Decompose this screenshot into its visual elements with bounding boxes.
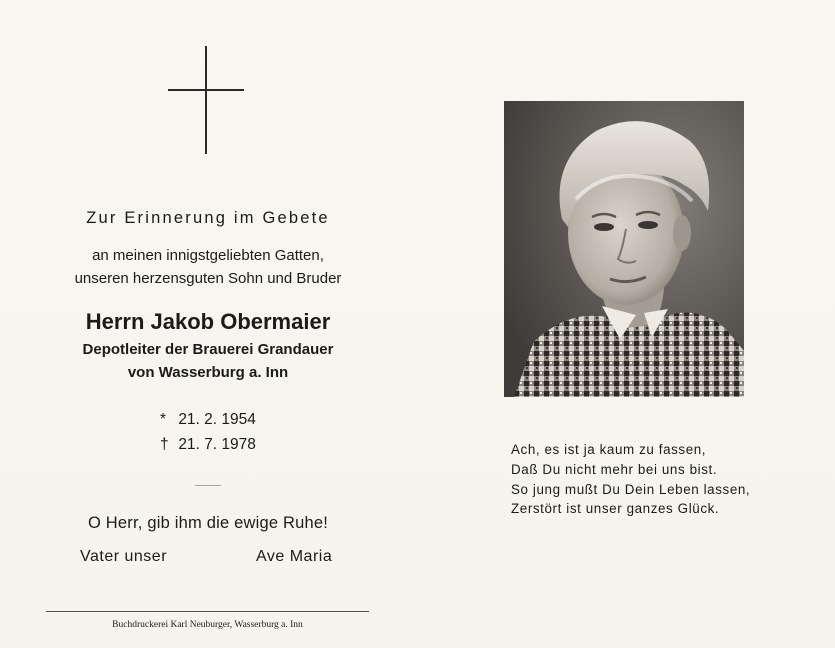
separator-short (195, 485, 221, 486)
poem-line-4: Zerstört ist unser ganzes Glück. (511, 501, 720, 516)
birth-date: 21. 2. 1954 (178, 411, 256, 428)
prayer-vater-unser: Vater unser (80, 548, 168, 565)
dedication-line-2: unseren herzensguten Sohn und Bruder (74, 270, 342, 287)
death-symbol: † (160, 436, 169, 453)
dedication-line-1: an meinen innigstgeliebten Gatten, (92, 247, 324, 264)
deceased-name: Herrn Jakob Obermaier (85, 309, 331, 334)
death-date: 21. 7. 1978 (178, 436, 256, 453)
poem-line-1: Ach, es ist ja kaum zu fassen, (511, 442, 707, 457)
prayer-line: O Herr, gib ihm die ewige Ruhe! (87, 514, 329, 532)
occupation-line-1: Depotleiter der Brauerei Grandauer (82, 341, 334, 358)
printer-imprint: Buchdruckerei Karl Neuburger, Wasserburg a. Inn (112, 620, 303, 630)
cross-horizontal-bar (168, 89, 244, 91)
cross-icon (168, 46, 244, 154)
memorial-heading: Zur Erinnerung im Gebete (86, 209, 330, 227)
occupation-line-2: von Wasserburg a. Inn (127, 364, 289, 381)
portrait-photo (504, 101, 744, 397)
printer-rule (46, 611, 369, 612)
birth-date-row (160, 411, 256, 429)
poem-line-2: Daß Du nicht mehr bei uns bist. (511, 462, 718, 477)
poem-line-3: So jung mußt Du Dein Leben lassen, (511, 482, 751, 497)
birth-symbol: * (160, 411, 167, 428)
portrait-illustration (504, 101, 744, 397)
cross-vertical-bar (205, 46, 207, 154)
death-date-row (160, 436, 256, 454)
prayer-ave-maria: Ave Maria (256, 548, 333, 565)
